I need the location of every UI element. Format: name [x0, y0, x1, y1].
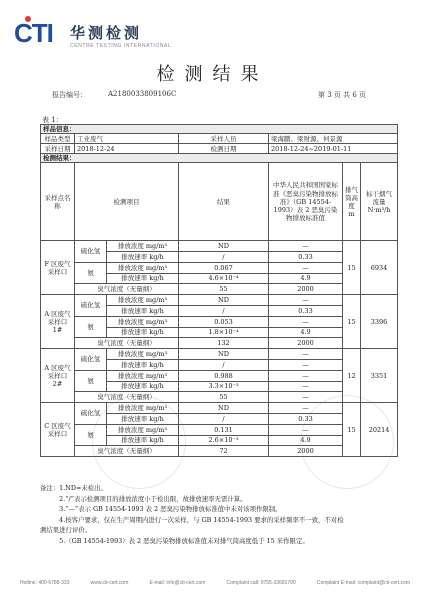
result-value: ND — [179, 241, 269, 252]
footer-website: www.cti-cert.com — [90, 580, 129, 586]
standard-value: — — [269, 349, 343, 360]
standard-value: — — [269, 316, 343, 327]
footer-hotline: Hotline: 400-6788-333 — [20, 580, 70, 586]
result-value: 0.131 — [179, 424, 269, 435]
result-value: 0.053 — [179, 316, 269, 327]
pollutant-name: 氨 — [75, 424, 107, 446]
parameter: 排放速率 kg/h — [107, 414, 179, 425]
header-flow-rate: 标干烟气流量 N·m³/h — [361, 163, 398, 241]
report-no-label: 报告编号： — [52, 91, 87, 99]
parameter: 排放速率 kg/h — [107, 360, 179, 371]
sampling-point-name: F 区废气采样口 — [41, 241, 75, 295]
parameter: 排放浓度 mg/m³ — [107, 349, 179, 360]
parameter: 排放速率 kg/h — [107, 252, 179, 263]
remark-line: 4.按客户要求，仅在生产周期内进行一次采样，与 GB 14554-1993 要求的采样频率不一致，不对检 — [40, 515, 344, 524]
standard-value: 2000 — [269, 446, 343, 457]
standard-value: — — [269, 370, 343, 381]
sampling-point-name: C 区废气采样口 — [41, 403, 75, 457]
sample-type-label: 样品类型 — [41, 134, 75, 144]
standard-value: — — [269, 403, 343, 414]
parameter: 排放浓度 mg/m³ — [107, 424, 179, 435]
header-result: 结果 — [179, 163, 269, 241]
sampling-date-label: 采样日期 — [41, 144, 75, 154]
remarks — [40, 483, 397, 547]
pollutant-name: 硫化氢 — [75, 403, 107, 425]
result-value: 1.8×10⁻⁴ — [179, 327, 269, 338]
pollutant-name: 硫化氢 — [75, 241, 107, 263]
sample-type-value: 工业废气 — [75, 134, 179, 144]
page-title: 检测结果 — [156, 64, 269, 85]
standard-value: — — [269, 360, 343, 371]
parameter: 排放浓度 mg/m³ — [107, 403, 179, 414]
standard-value: 4.9 — [269, 327, 343, 338]
parameter: 臭气浓度（无量纲） — [75, 446, 179, 457]
standard-value: — — [269, 424, 343, 435]
standard-value: 2000 — [269, 284, 343, 295]
result-value: 4.6×10⁻⁴ — [179, 273, 269, 284]
result-value: 2.6×10⁻³ — [179, 435, 269, 446]
flow-rate: 3396 — [361, 295, 398, 349]
standard-value: — — [269, 381, 343, 392]
parameter: 臭气浓度（无量纲） — [75, 392, 179, 403]
pollutant-name: 氨 — [75, 370, 107, 392]
result-value: ND — [179, 295, 269, 306]
parameter: 臭气浓度（无量纲） — [75, 338, 179, 349]
result-value: 132 — [179, 338, 269, 349]
footer-complaint-call: Complaint call: 0755-33681700 — [226, 580, 296, 586]
result-value: 55 — [179, 392, 269, 403]
result-value: 0.067 — [179, 262, 269, 273]
table-row — [41, 349, 398, 360]
table-label: 表 1： — [42, 116, 63, 124]
report-header — [14, 14, 414, 52]
standard-value: — — [269, 295, 343, 306]
standard-value: 4.9 — [269, 435, 343, 446]
standard-value: — — [269, 392, 343, 403]
parameter: 排放浓度 mg/m³ — [107, 295, 179, 306]
testing-date-value: 2018-12-24~2019-01-11 — [269, 144, 398, 154]
stamp-seal-right — [300, 395, 394, 489]
result-value: ND — [179, 349, 269, 360]
report-no-value: A2180033809106C — [108, 90, 177, 98]
sample-info-section: 样品信息： — [41, 125, 398, 134]
sampling-point-name: A 区废气采样口 2# — [41, 349, 75, 403]
parameter: 排放速率 kg/h — [107, 273, 179, 284]
result-value: 72 — [179, 446, 269, 457]
pollutant-name: 硫化氢 — [75, 349, 107, 371]
header-test-item: 检测项目 — [75, 163, 179, 241]
company-name-cn: 华测检测 — [70, 24, 143, 42]
standard-value: — — [269, 262, 343, 273]
result-value: 3.3×10⁻³ — [179, 381, 269, 392]
flow-rate: 6934 — [361, 241, 398, 295]
remark-line: 2.“/”表示检测项目的排放浓度小于检出限，故排放速率无需计算。 — [40, 494, 247, 503]
footer-email: E-mail: info@cti-cert.com — [149, 580, 206, 586]
sampler-value: 梁海鹏、梁财源、何景源 — [269, 134, 398, 144]
page-footer — [20, 580, 410, 586]
flow-rate: 3351 — [361, 349, 398, 403]
parameter: 排放速率 kg/h — [107, 381, 179, 392]
stack-height: 15 — [343, 241, 361, 295]
standard-value: 2000 — [269, 338, 343, 349]
header-stack-height: 排气筒高度 m — [343, 163, 361, 241]
stack-height: 15 — [343, 295, 361, 349]
parameter: 臭气浓度（无量纲） — [75, 284, 179, 295]
header-sampling-point: 采样点名称 — [41, 163, 75, 241]
result-value: 55 — [179, 284, 269, 295]
table-row — [41, 241, 398, 252]
result-value: / — [179, 414, 269, 425]
parameter: 排放速率 kg/h — [107, 327, 179, 338]
result-value: / — [179, 306, 269, 317]
pollutant-name: 氨 — [75, 262, 107, 284]
stamp-seal-left — [92, 395, 186, 489]
parameter: 排放速率 kg/h — [107, 306, 179, 317]
standard-value: — — [269, 241, 343, 252]
stack-height: 15 — [343, 403, 361, 457]
result-value: ND — [179, 403, 269, 414]
parameter: 排放浓度 mg/m³ — [107, 316, 179, 327]
standard-value: 4.9 — [269, 273, 343, 284]
sampling-point-name: A 区废气采样口 1# — [41, 295, 75, 349]
standard-value: 0.33 — [269, 252, 343, 263]
company-logo-mark: CTI — [14, 18, 53, 48]
pollutant-name: 硫化氢 — [75, 295, 107, 317]
parameter: 排放浓度 mg/m³ — [107, 370, 179, 381]
remark-line: 5.（GB 14554-1993）表 2 恶臭污染物排放标准值未对排气筒高度低于 15 米作限定。 — [40, 536, 309, 545]
standard-value: 0.33 — [269, 306, 343, 317]
sampler-label: 采样人员 — [179, 134, 269, 144]
results-section: 检测结果： — [41, 154, 398, 163]
company-name-en: CENTRE TESTING INTERNATIONAL — [70, 43, 172, 49]
result-value: / — [179, 360, 269, 371]
standard-value: 0.33 — [269, 414, 343, 425]
parameter: 排放浓度 mg/m³ — [107, 262, 179, 273]
parameter: 排放浓度 mg/m³ — [107, 241, 179, 252]
result-value: / — [179, 252, 269, 263]
pollutant-name: 氨 — [75, 316, 107, 338]
remark-line: 备注：1.ND=未检出。 — [40, 484, 107, 492]
parameter: 排放速率 kg/h — [107, 435, 179, 446]
stack-height: 12 — [343, 349, 361, 403]
header-standard: 中华人民共和国国家标准《恶臭污染物排放标准》（GB 14554-1993）表 2 恶臭污染物排放标准值 — [269, 163, 343, 241]
remark-line: 测结果进行评价。 — [40, 526, 92, 535]
result-value: 0.988 — [179, 370, 269, 381]
sampling-date-value: 2018-12-24 — [75, 144, 179, 154]
flow-rate: 20214 — [361, 403, 398, 457]
testing-date-label: 检测日期 — [179, 144, 269, 154]
table-row — [41, 295, 398, 306]
page-number: 第 3 页 共 6 页 — [318, 91, 367, 99]
footer-complaint-email: Complaint E-mail: complaint@cti-cert.com — [316, 580, 410, 586]
remark-line: 3.“—”表示 GB 14554-1993 表 2 恶臭污染物排放标准值中未对该项作限制。 — [40, 505, 282, 514]
